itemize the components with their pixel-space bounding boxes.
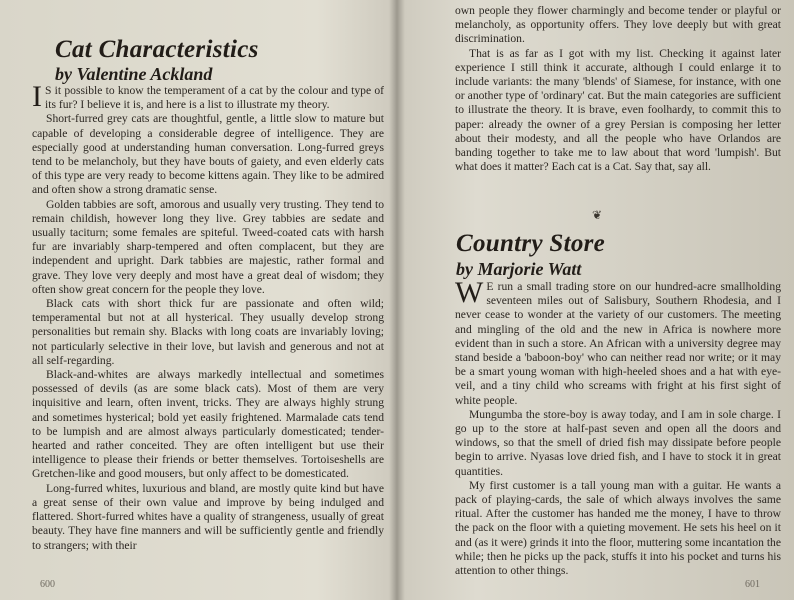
paragraph: Short-furred grey cats are thoughtful, gentle, a little slow to mature but capable of developing a considerable degree of intelligence. They are especially good at understanding human conversation. Long-furred greys tend to be melancholy, but they have bouts of gaiety, and even elderly cats of this type are very ready to become kittens again. They like to be admired and often show a strong dramatic sense. xyxy=(32,112,384,197)
paragraph: Golden tabbies are soft, amorous and usually very trusting. They tend to remain childish, however long they live. Grey tabbies are sedate and usually taciturn; some females are spiteful. Tweed-coated cats with harsh fur are invariably sharp-tempered and often complacent, but they are independent and upright. Dark tabbies are majestic, rather formal and grave. They love very deeply and most have a great deal of wisdom; they often show great concern for the people they love. xyxy=(32,197,384,296)
paragraph: Black-and-whites are always markedly intellectual and sometimes possessed of devils (as are some black cats). Most of them are very inquisitive and learn, often invent, tricks. They are always highly strung and sometimes hysterical; bold yet easily frightened. Marmalade cats tend to be lumpish and are almost always particularly domesticated; tender-hearted and rather conceited. They are often intelligent but use their intelligence to please their friends or better themselves. Tortoiseshells are Gretchen-like and good mousers, but only affect to be domesticated. xyxy=(32,368,384,481)
paragraph: Black cats with short thick fur are passionate and often wild; temperamental but not at all hysterical. They usually develop strong personalities but remain shy. Blacks with long coats are invariably loving; not particularly selective in their love, but lavish and generous and not at all self-regarding. xyxy=(32,297,384,367)
continued-text xyxy=(455,4,781,174)
article-body xyxy=(455,276,781,578)
paragraph: My first customer is a tall young man with a guitar. He wants a pack of playing-cards, the sale of which always involves the same ritual. After the customer has handed me the money, I have to throw the pack on the floor with a quieting movement. He sets his heel on it and (as it were) grinds it into the floor, muttering some incantation the while; then he picks up the pack, stuffs it into his pocket and turns his attention to other things. xyxy=(455,478,781,578)
left-page xyxy=(10,0,402,600)
article-byline: by Marjorie Watt xyxy=(456,259,582,279)
article-title: Cat Characteristics xyxy=(55,36,259,63)
paragraph: I S it possible to know the temperament of a cat by the colour and type of its fur? I believe it is, and here is a list to illustrate my theory. xyxy=(32,80,384,113)
article-byline: by Valentine Ackland xyxy=(55,64,213,84)
article-title: Country Store xyxy=(456,230,606,257)
article-body xyxy=(32,80,384,553)
right-page xyxy=(412,0,790,600)
paragraph: That is as far as I got with my list. Checking it against later experience I still think it accurate, although I could enlarge it to include variants: the many 'blends' of Siamese, for instance, with one or another type of 'ordinary' cat. But the main categories are sufficient to illustrate the theory. It is brave, even foolhardy, to commit this to paper: already the owner of a grey Persian is composing her letter about their modesty, and all the people who have Orlandos are banding together to take me to law about that word 'lumpish'. But what does it matter? Each cat is a Cat. Say that, say all. xyxy=(455,46,781,174)
drop-cap: W xyxy=(455,276,484,309)
paragraph: W E run a small trading store on our hundred-acre smallholding seventeen miles out of Salisbury, Southern Rhodesia, and I never cease to wonder at the variety of our customers. The meeting and mingling of the old and the new in Africa is nowhere more evident than in such a store. An African with a university degree may stand beside a 'baboon-boy' who can neither read nor write; or it may be a smart young woman with high-heeled shoes and a hat with eye-veil, and a tiny child who screams with fright at his first sight of white people. xyxy=(455,276,781,407)
drop-cap: I xyxy=(32,80,42,113)
paragraph: own people they flower charmingly and become tender or playful or melancholy, as opportunity offers. They love deeply but with great discrimination. xyxy=(455,4,781,46)
paragraph: Long-furred whites, luxurious and bland, are mostly quite kind but have a great sense of their own value and improve by being indulged and flattered. Short-furred whites have a quality of strangeness, usually of great beauty. They have fine manners and will be sufficiently gentle and friendly to strangers; with their xyxy=(32,481,384,552)
page-number: 601 xyxy=(745,579,760,590)
page-number: 600 xyxy=(40,579,55,590)
paragraph: Mungumba the store-boy is away today, and I am in sole charge. I go up to the store at half-past seven and open all the doors and windows, so that the smell of dried fish may dissipate before people begin to arrive. Nyasas love dried fish, and I have to stock it in great quantities. xyxy=(455,407,781,478)
leaf-ornament-icon: ❦ xyxy=(592,208,603,222)
